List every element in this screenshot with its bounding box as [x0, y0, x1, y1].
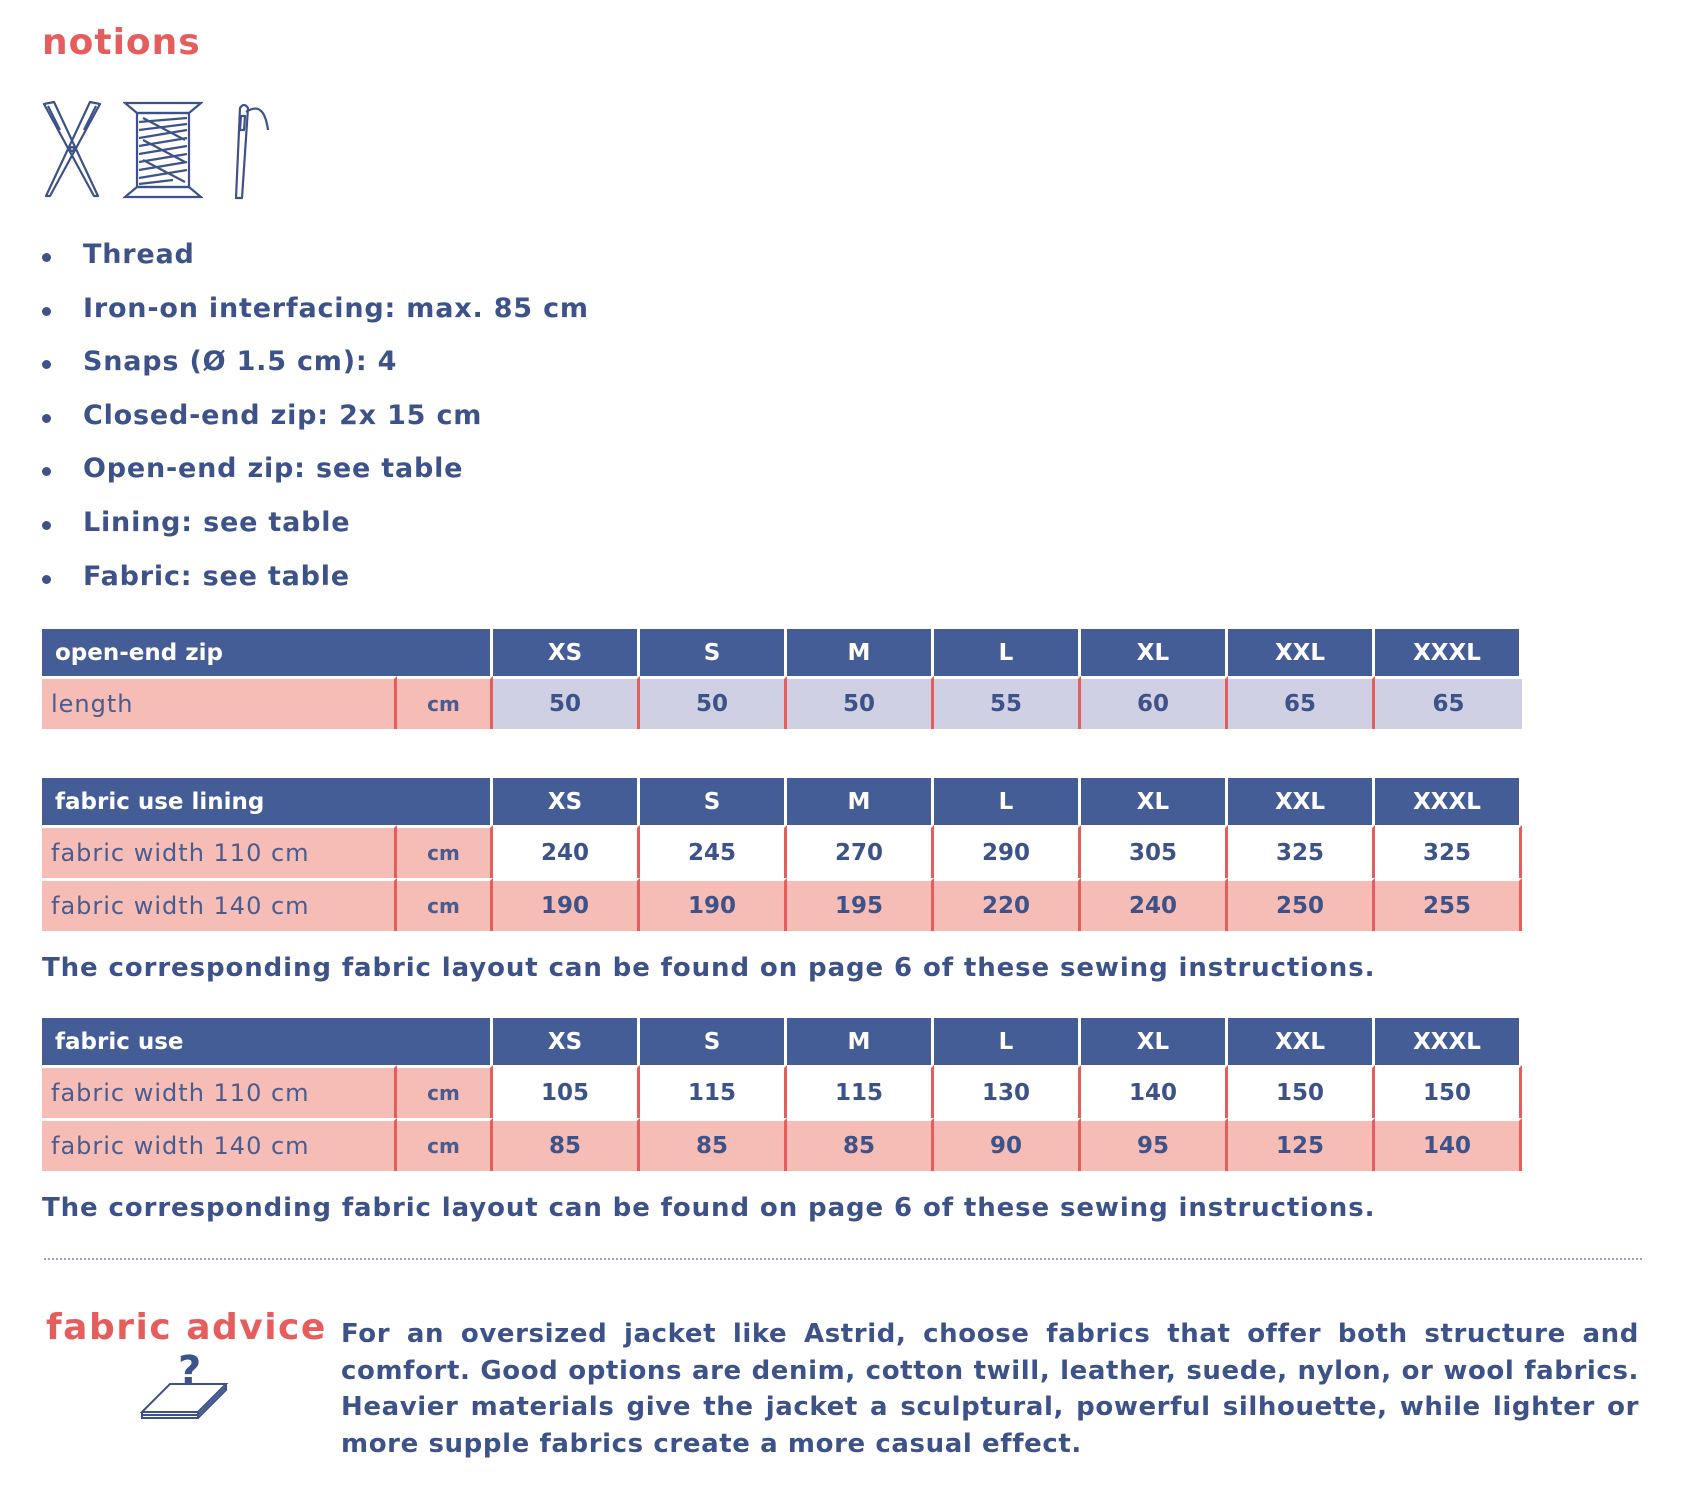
table-row: [42, 1118, 1522, 1171]
advice-text: For an oversized jacket like Astrid, choose fabrics that offer both structure and comfort. Good options are denim, cotton twill, leather, suede, nylon, or wool fabrics. Heavier materials give the jacket a sculptural, powerful silhouette, while lighter or more supple fabrics create a more casual effect.: [341, 1319, 1639, 1459]
size-header: XS: [493, 629, 640, 676]
table-cell: 50: [493, 676, 640, 729]
size-header: XL: [1081, 629, 1228, 676]
table-cell: 150: [1375, 1065, 1522, 1118]
table-cell: 50: [787, 676, 934, 729]
table-cell: 240: [493, 825, 640, 878]
table-cell: 65: [1228, 676, 1375, 729]
lining-note: The corresponding fabric layout can be found on page 6 of these sewing instructions.: [42, 953, 1376, 983]
table-cell: 245: [640, 825, 787, 878]
dotted-divider: [44, 1258, 1642, 1260]
notions-icons: [40, 100, 300, 210]
table-cell: 90: [934, 1118, 1081, 1171]
list-item: Snaps (Ø 1.5 cm): 4: [40, 347, 589, 401]
row-label: fabric width 110 cm: [42, 1065, 397, 1118]
table-cell: 115: [640, 1065, 787, 1118]
table-cell: 140: [1081, 1065, 1228, 1118]
lining-table: [42, 778, 1522, 931]
row-unit: cm: [397, 825, 493, 878]
thread-spool-icon: [123, 100, 203, 200]
table-cell: 140: [1375, 1118, 1522, 1171]
row-label: fabric width 110 cm: [42, 825, 397, 878]
size-header: M: [787, 629, 934, 676]
row-label: fabric width 140 cm: [42, 878, 397, 931]
table-cell: 250: [1228, 878, 1375, 931]
table-cell: 50: [640, 676, 787, 729]
table-cell: 60: [1081, 676, 1228, 729]
question-mark: ?: [178, 1350, 202, 1394]
size-header: XL: [1081, 1018, 1228, 1065]
table-cell: 115: [787, 1065, 934, 1118]
size-header: XXXL: [1375, 1018, 1522, 1065]
table-cell: 190: [640, 878, 787, 931]
list-item: Iron-on interfacing: max. 85 cm: [40, 294, 589, 348]
size-header: S: [640, 778, 787, 825]
size-header: XXXL: [1375, 629, 1522, 676]
table-cell: 85: [493, 1118, 640, 1171]
row-unit: cm: [397, 1065, 493, 1118]
table-row: [42, 878, 1522, 931]
table-cell: 305: [1081, 825, 1228, 878]
table-cell: 65: [1375, 676, 1522, 729]
list-item: Open-end zip: see table: [40, 454, 589, 508]
table-cell: 190: [493, 878, 640, 931]
size-header: XXXL: [1375, 778, 1522, 825]
table-cell: 130: [934, 1065, 1081, 1118]
size-header: S: [640, 1018, 787, 1065]
size-header: XL: [1081, 778, 1228, 825]
size-header: M: [787, 1018, 934, 1065]
row-unit: cm: [397, 1118, 493, 1171]
size-header: L: [934, 1018, 1081, 1065]
table-title: fabric use lining: [42, 778, 493, 825]
table-row: [42, 676, 1522, 729]
fabric-question-icon: [138, 1350, 230, 1424]
table-cell: 85: [640, 1118, 787, 1171]
size-header: S: [640, 629, 787, 676]
table-cell: 150: [1228, 1065, 1375, 1118]
row-label: fabric width 140 cm: [42, 1118, 397, 1171]
row-label: length: [42, 676, 397, 729]
size-header: L: [934, 629, 1081, 676]
table-cell: 85: [787, 1118, 934, 1171]
list-item: Closed-end zip: 2x 15 cm: [40, 401, 589, 455]
table-cell: 105: [493, 1065, 640, 1118]
list-item: Lining: see table: [40, 508, 589, 562]
table-cell: 290: [934, 825, 1081, 878]
table-cell: 255: [1375, 878, 1522, 931]
table-cell: 125: [1228, 1118, 1375, 1171]
size-header: XS: [493, 1018, 640, 1065]
size-header: XXL: [1228, 778, 1375, 825]
table-cell: 55: [934, 676, 1081, 729]
table-cell: 220: [934, 878, 1081, 931]
size-header: XS: [493, 778, 640, 825]
size-header: L: [934, 778, 1081, 825]
list-item: Fabric: see table: [40, 562, 589, 616]
table-row: [42, 825, 1522, 878]
fabric-table: [42, 1018, 1522, 1171]
table-cell: 325: [1375, 825, 1522, 878]
scissors-icon: [40, 100, 104, 200]
list-item: Thread: [40, 240, 589, 294]
table-title: fabric use: [42, 1018, 493, 1065]
size-header: XXL: [1228, 1018, 1375, 1065]
notions-list: [40, 240, 589, 615]
table-cell: 95: [1081, 1118, 1228, 1171]
needle-icon: [226, 100, 276, 200]
table-cell: 195: [787, 878, 934, 931]
table-row: [42, 1065, 1522, 1118]
table-cell: 270: [787, 825, 934, 878]
table-cell: 240: [1081, 878, 1228, 931]
size-header: XXL: [1228, 629, 1375, 676]
size-header: M: [787, 778, 934, 825]
section-title: notions: [42, 22, 201, 63]
fabric-note: The corresponding fabric layout can be found on page 6 of these sewing instructions.: [42, 1193, 1376, 1223]
table-title: open-end zip: [42, 629, 493, 676]
advice-title: fabric advice: [46, 1307, 327, 1348]
row-unit: cm: [397, 878, 493, 931]
table-cell: 325: [1228, 825, 1375, 878]
row-unit: cm: [397, 676, 493, 729]
zip-table: [42, 629, 1522, 729]
